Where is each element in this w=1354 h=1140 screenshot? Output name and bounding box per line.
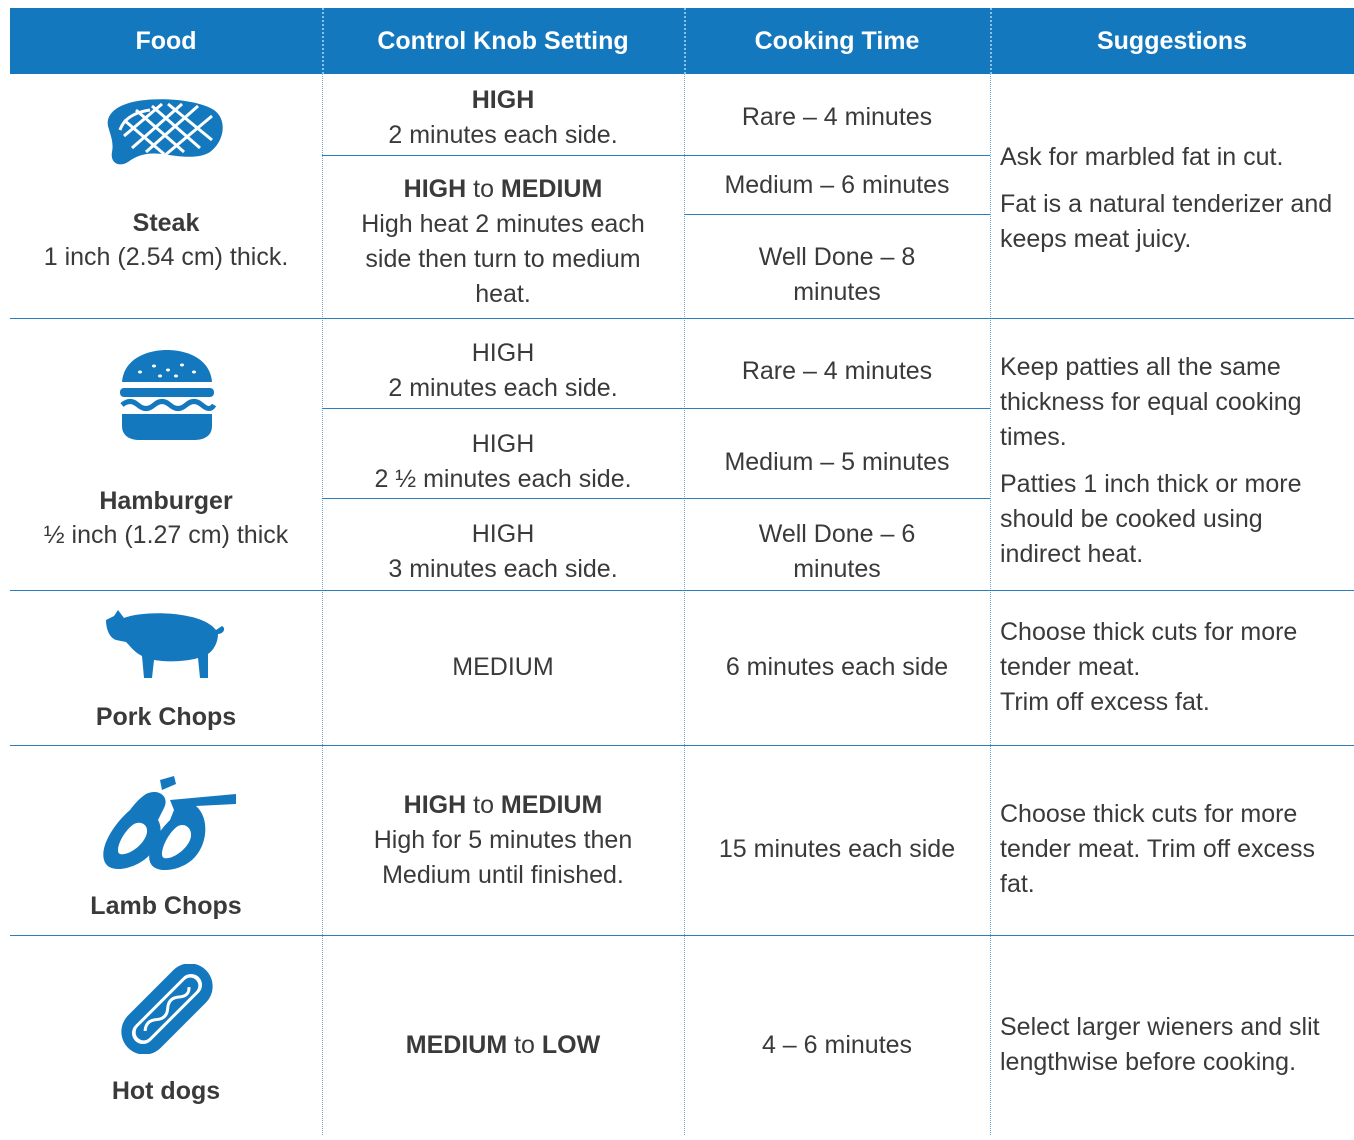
- knob-setting-cell: [322, 426, 684, 498]
- cooking-time-value: – 6 minutes: [793, 520, 916, 583]
- doneness-label: Medium: [724, 170, 814, 199]
- knob-setting-cell: [322, 516, 684, 588]
- header-divider: [322, 8, 324, 74]
- knob-setting-level: HIGH: [471, 520, 535, 548]
- food-name: Hot dogs: [111, 1077, 221, 1105]
- doneness-label: Rare: [741, 103, 796, 131]
- cooking-time-value: – 4 minutes: [796, 356, 933, 385]
- knob-setting-level: HIGH: [471, 339, 535, 367]
- cooking-time-value: – 6 minutes: [813, 170, 950, 199]
- knob-setting-level: MEDIUM: [452, 653, 554, 681]
- doneness-label: Medium: [724, 447, 814, 476]
- suggestions-cell: [1000, 950, 1340, 1140]
- header-food: Food: [135, 26, 197, 55]
- food-name: Steak: [132, 209, 200, 237]
- knob-setting-level: HIGH: [471, 85, 535, 114]
- cooking-time-cell: [684, 950, 990, 1140]
- knob-setting-level: MEDIUM to LOW: [405, 1030, 601, 1059]
- cooking-time-cell: [724, 238, 950, 312]
- doneness-label: Rare: [741, 356, 796, 385]
- knob-setting-desc: 2 minutes each side.: [388, 374, 618, 402]
- cooking-time-cell: [684, 156, 990, 214]
- knob-setting-cell: [322, 334, 684, 408]
- suggestion-text: Ask for marbled fat in cut.: [1000, 143, 1284, 171]
- food-cell-pork-chops: [10, 700, 322, 734]
- cooking-time-cell: [684, 334, 990, 408]
- header-suggestions: Suggestions: [1096, 26, 1247, 55]
- knob-setting-desc: High heat 2 minutes each side then turn to medium heat.: [361, 210, 645, 308]
- food-cell-hamburger: [10, 484, 322, 552]
- header-divider: [684, 8, 686, 74]
- knob-setting-desc: 2 ½ minutes each side.: [374, 465, 632, 493]
- knob-setting-level: HIGH to MEDIUM: [403, 790, 603, 819]
- suggestion-text: Fat is a natural tenderizer and keeps meat juicy.: [1000, 190, 1333, 253]
- suggestions-cell: [1000, 350, 1340, 574]
- header-control-knob-setting: Control Knob Setting: [377, 26, 629, 55]
- food-name: Pork Chops: [95, 703, 237, 731]
- cooking-time-value: 15 minutes each side: [718, 834, 956, 863]
- food-name: Lamb Chops: [90, 892, 242, 920]
- doneness-label: Well Done: [758, 520, 874, 548]
- cooking-time-value: – 4 minutes: [796, 103, 933, 131]
- cooking-time-cell: [684, 426, 990, 498]
- cooking-time-value: 6 minutes each side: [725, 653, 949, 681]
- food-cell-lamb-chops: [10, 889, 322, 923]
- food-detail: ½ inch (1.27 cm) thick: [43, 521, 289, 549]
- suggestion-text: Choose thick cuts for more tender meat. Trim off excess fat.: [1000, 799, 1315, 898]
- knob-setting-level: HIGH to MEDIUM: [403, 175, 603, 203]
- header-cooking-time: Cooking Time: [754, 26, 920, 55]
- pig-icon: [104, 606, 228, 682]
- food-name: Hamburger: [99, 487, 233, 515]
- food-detail: 1 inch (2.54 cm) thick.: [43, 243, 289, 271]
- food-cell-hot-dogs: [10, 1074, 322, 1108]
- knob-setting-desc: 3 minutes each side.: [388, 555, 618, 583]
- knob-setting-desc: 2 minutes each side.: [388, 120, 618, 149]
- knob-setting-cell: [352, 172, 654, 312]
- cooking-time-value: – 5 minutes: [813, 447, 950, 476]
- suggestions-cell: [1000, 140, 1340, 257]
- suggestions-cell: [1000, 590, 1340, 745]
- cooking-time-value: – 8 minutes: [793, 243, 916, 306]
- suggestion-text: Keep patties all the same thickness for equal cooking times.: [1000, 353, 1302, 451]
- lamb-chops-icon: [100, 776, 238, 876]
- header-divider: [990, 8, 992, 74]
- suggestions-cell: [1000, 745, 1346, 953]
- cooking-time-cell: [684, 80, 990, 155]
- knob-setting-cell: [322, 950, 684, 1140]
- steak-icon: [106, 96, 226, 168]
- hamburger-icon: [118, 350, 216, 442]
- suggestion-text: Choose thick cuts for more tender meat.: [1000, 618, 1298, 681]
- food-cell-steak: [10, 206, 322, 274]
- cooking-time-cell: [724, 516, 950, 588]
- knob-setting-cell: [322, 80, 684, 155]
- cooking-time-cell: [684, 745, 990, 953]
- cooking-time-value: 4 – 6 minutes: [761, 1030, 913, 1059]
- cooking-time-cell: [684, 590, 990, 745]
- suggestion-text: Select larger wieners and slit lengthwise before cooking.: [1000, 1013, 1320, 1076]
- suggestion-text: Trim off excess fat.: [1000, 688, 1210, 716]
- knob-setting-desc: High for 5 minutes then Medium until finished.: [373, 825, 633, 889]
- knob-setting-cell: [322, 590, 684, 745]
- suggestion-text: Patties 1 inch thick or more should be cooked using indirect heat.: [1000, 470, 1302, 568]
- hot-dog-icon: [118, 964, 216, 1054]
- knob-setting-cell: [352, 745, 654, 935]
- doneness-label: Well Done: [758, 243, 874, 271]
- knob-setting-level: HIGH: [471, 430, 535, 458]
